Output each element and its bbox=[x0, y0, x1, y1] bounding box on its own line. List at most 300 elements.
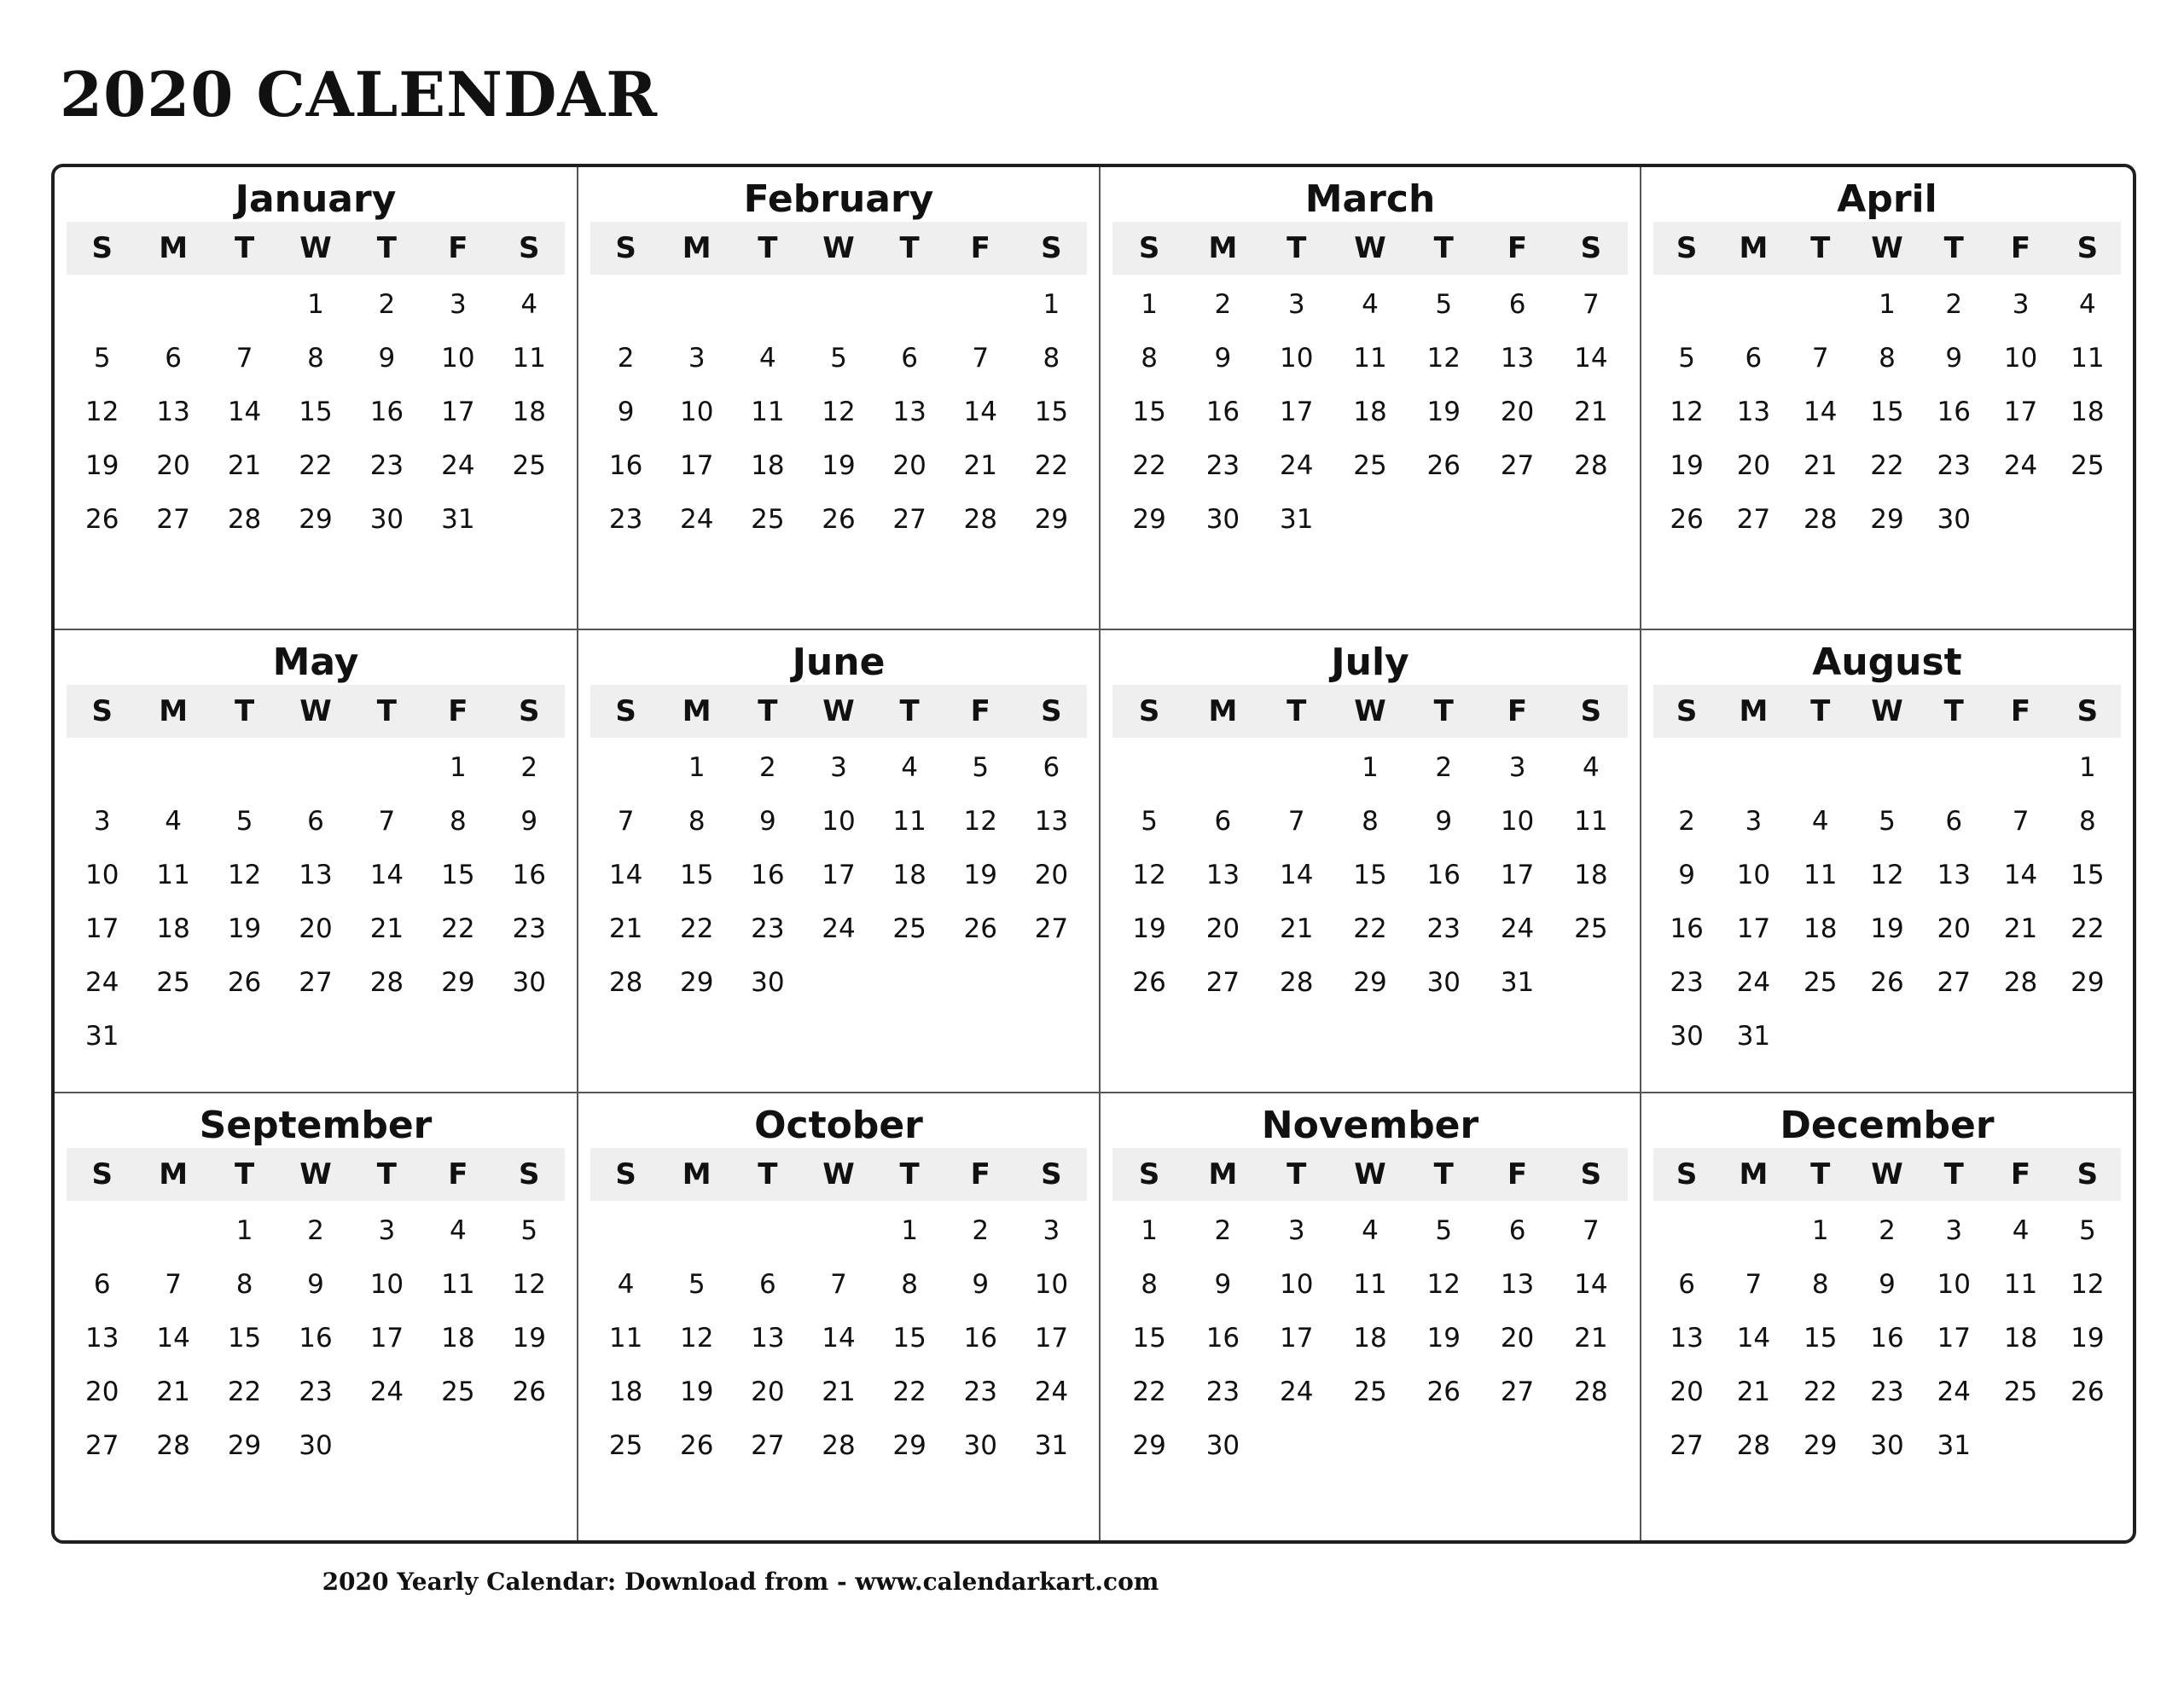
day-cell: 22 bbox=[1132, 1377, 1166, 1407]
day-cell: 14 bbox=[1736, 1323, 1771, 1354]
weekday-label: W bbox=[299, 1157, 332, 1191]
day-cell: 20 bbox=[1205, 913, 1240, 944]
day-cell: 22 bbox=[679, 913, 714, 944]
day-cell: 4 bbox=[165, 806, 182, 837]
day-cell: 13 bbox=[299, 860, 333, 890]
day-cell: 31 bbox=[441, 504, 475, 535]
day-cell: 23 bbox=[1426, 913, 1461, 944]
day-cell: 19 bbox=[1426, 1323, 1461, 1354]
weekday-label: M bbox=[682, 231, 712, 265]
day-cell: 24 bbox=[1034, 1377, 1069, 1407]
month-september bbox=[55, 1092, 577, 1540]
day-cell: 25 bbox=[892, 913, 926, 944]
day-cell: 17 bbox=[369, 1323, 404, 1354]
day-cell: 4 bbox=[2078, 289, 2096, 320]
day-cell: 15 bbox=[441, 860, 475, 890]
day-cell: 29 bbox=[299, 504, 333, 535]
day-cell: 25 bbox=[441, 1377, 475, 1407]
day-cell: 11 bbox=[1353, 343, 1387, 374]
day-cell: 7 bbox=[2012, 806, 2030, 837]
day-cell: 19 bbox=[512, 1323, 546, 1354]
day-cell: 17 bbox=[441, 397, 475, 427]
day-cell: 27 bbox=[1500, 450, 1535, 481]
weekday-label: T bbox=[1943, 1157, 1964, 1191]
month-name: September bbox=[199, 1104, 433, 1147]
weekday-header bbox=[590, 1148, 1087, 1201]
day-cell: 3 bbox=[688, 343, 706, 374]
day-cell: 1 bbox=[307, 289, 324, 320]
day-cell: 4 bbox=[758, 343, 776, 374]
month-january bbox=[55, 167, 577, 629]
day-cell: 21 bbox=[2003, 913, 2038, 944]
day-cell: 6 bbox=[1678, 1269, 1695, 1300]
day-cell: 26 bbox=[1426, 1377, 1461, 1407]
day-cell: 11 bbox=[1574, 806, 1608, 837]
day-cell: 12 bbox=[1870, 860, 1904, 890]
day-cell: 26 bbox=[679, 1430, 714, 1461]
day-cell: 27 bbox=[1736, 504, 1771, 535]
day-cell: 25 bbox=[1353, 1377, 1387, 1407]
day-cell: 20 bbox=[892, 450, 926, 481]
day-cell: 28 bbox=[1279, 967, 1314, 998]
day-cell: 5 bbox=[1141, 806, 1158, 837]
day-cell: 1 bbox=[1879, 289, 1896, 320]
weekday-header bbox=[67, 1148, 565, 1201]
day-cell: 7 bbox=[830, 1269, 847, 1300]
day-cell: 1 bbox=[1043, 289, 1060, 320]
day-cell: 11 bbox=[892, 806, 926, 837]
day-cell: 22 bbox=[2071, 913, 2105, 944]
day-cell: 16 bbox=[299, 1323, 333, 1354]
day-cell: 7 bbox=[1745, 1269, 1763, 1300]
day-cell: 12 bbox=[84, 397, 119, 427]
weekday-label: S bbox=[518, 694, 540, 728]
weekday-label: F bbox=[1507, 231, 1528, 265]
day-cell: 29 bbox=[1803, 1430, 1838, 1461]
weekday-label: T bbox=[1943, 231, 1964, 265]
day-cell: 26 bbox=[822, 504, 856, 535]
day-cell: 25 bbox=[1574, 913, 1608, 944]
day-cell: 6 bbox=[1043, 752, 1060, 783]
day-cell: 7 bbox=[235, 343, 253, 374]
day-cell: 9 bbox=[972, 1269, 990, 1300]
day-cell: 1 bbox=[1141, 1215, 1158, 1246]
day-cell: 27 bbox=[156, 504, 190, 535]
day-cell: 9 bbox=[1879, 1269, 1896, 1300]
day-cell: 6 bbox=[758, 1269, 776, 1300]
weekday-header bbox=[1653, 685, 2121, 738]
weekday-label: S bbox=[1041, 694, 1062, 728]
day-cell: 6 bbox=[1214, 806, 1232, 837]
day-cell: 6 bbox=[1508, 1215, 1526, 1246]
day-cell: 14 bbox=[156, 1323, 190, 1354]
day-cell: 12 bbox=[822, 397, 856, 427]
month-name: December bbox=[1780, 1104, 1995, 1147]
day-cell: 18 bbox=[2003, 1323, 2038, 1354]
month-name: March bbox=[1304, 177, 1436, 221]
day-cell: 17 bbox=[84, 913, 119, 944]
day-cell: 25 bbox=[1803, 967, 1838, 998]
day-cell: 21 bbox=[1574, 1323, 1608, 1354]
day-cell: 30 bbox=[963, 1430, 997, 1461]
day-cell: 23 bbox=[963, 1377, 997, 1407]
month-february bbox=[577, 167, 1099, 629]
day-cell: 11 bbox=[608, 1323, 643, 1354]
page-title: 2020 CALENDAR bbox=[60, 58, 659, 130]
day-cell: 17 bbox=[1736, 913, 1771, 944]
month-october bbox=[577, 1092, 1099, 1540]
weekday-header bbox=[1653, 222, 2121, 275]
day-cell: 29 bbox=[1034, 504, 1069, 535]
day-cell: 11 bbox=[512, 343, 546, 374]
weekday-label: S bbox=[1138, 694, 1160, 728]
weekday-label: T bbox=[758, 231, 778, 265]
day-cell: 17 bbox=[1500, 860, 1535, 890]
weekday-label: S bbox=[1676, 1157, 1698, 1191]
weekday-label: W bbox=[1871, 1157, 1903, 1191]
weekday-label: M bbox=[682, 694, 712, 728]
day-cell: 9 bbox=[1214, 343, 1232, 374]
day-cell: 3 bbox=[1287, 289, 1305, 320]
day-cell: 9 bbox=[617, 397, 635, 427]
day-cell: 5 bbox=[1435, 289, 1453, 320]
month-name: November bbox=[1261, 1104, 1479, 1147]
month-july bbox=[1099, 629, 1640, 1092]
day-cell: 9 bbox=[1214, 1269, 1232, 1300]
month-april bbox=[1640, 167, 2133, 629]
day-cell: 28 bbox=[156, 1430, 190, 1461]
day-cell: 23 bbox=[299, 1377, 333, 1407]
weekday-label: T bbox=[376, 1157, 397, 1191]
day-cell: 23 bbox=[1205, 450, 1240, 481]
day-cell: 18 bbox=[892, 860, 926, 890]
day-cell: 1 bbox=[688, 752, 706, 783]
day-cell: 17 bbox=[1937, 1323, 1971, 1354]
weekday-label: W bbox=[822, 231, 855, 265]
day-cell: 10 bbox=[2003, 343, 2038, 374]
weekday-header bbox=[1653, 1148, 2121, 1201]
day-cell: 6 bbox=[165, 343, 182, 374]
day-cell: 28 bbox=[2003, 967, 2038, 998]
day-cell: 20 bbox=[1670, 1377, 1704, 1407]
day-cell: 4 bbox=[617, 1269, 635, 1300]
day-cell: 25 bbox=[156, 967, 190, 998]
day-cell: 13 bbox=[892, 397, 926, 427]
day-cell: 27 bbox=[751, 1430, 785, 1461]
day-cell: 10 bbox=[1937, 1269, 1971, 1300]
day-cell: 8 bbox=[1141, 343, 1158, 374]
day-cell: 15 bbox=[1353, 860, 1387, 890]
weekday-label: T bbox=[1810, 1157, 1831, 1191]
day-cell: 11 bbox=[156, 860, 190, 890]
day-cell: 6 bbox=[1745, 343, 1763, 374]
day-cell: 28 bbox=[1736, 1430, 1771, 1461]
day-cell: 19 bbox=[2071, 1323, 2105, 1354]
weekday-label: M bbox=[159, 231, 189, 265]
day-cell: 8 bbox=[1141, 1269, 1158, 1300]
day-cell: 16 bbox=[1670, 913, 1704, 944]
day-cell: 25 bbox=[512, 450, 546, 481]
day-cell: 2 bbox=[378, 289, 396, 320]
day-cell: 17 bbox=[679, 450, 714, 481]
day-cell: 1 bbox=[1141, 289, 1158, 320]
day-cell: 18 bbox=[441, 1323, 475, 1354]
day-cell: 22 bbox=[1132, 450, 1166, 481]
day-cell: 22 bbox=[1034, 450, 1069, 481]
day-cell: 3 bbox=[449, 289, 467, 320]
day-cell: 2 bbox=[1945, 289, 1963, 320]
day-cell: 23 bbox=[1937, 450, 1971, 481]
month-august bbox=[1640, 629, 2133, 1092]
weekday-header bbox=[1112, 685, 1628, 738]
day-cell: 16 bbox=[608, 450, 643, 481]
weekday-label: S bbox=[2077, 694, 2099, 728]
weekday-header bbox=[1112, 1148, 1628, 1201]
day-cell: 1 bbox=[1811, 1215, 1829, 1246]
day-cell: 30 bbox=[1426, 967, 1461, 998]
day-cell: 21 bbox=[156, 1377, 190, 1407]
weekday-label: W bbox=[822, 1157, 855, 1191]
day-cell: 8 bbox=[307, 343, 324, 374]
day-cell: 23 bbox=[369, 450, 404, 481]
day-cell: 29 bbox=[441, 967, 475, 998]
day-cell: 26 bbox=[2071, 1377, 2105, 1407]
day-cell: 28 bbox=[227, 504, 262, 535]
weekday-label: W bbox=[1354, 231, 1386, 265]
day-cell: 24 bbox=[84, 967, 119, 998]
day-cell: 30 bbox=[1937, 504, 1971, 535]
weekday-label: M bbox=[1739, 694, 1769, 728]
day-cell: 13 bbox=[1670, 1323, 1704, 1354]
day-cell: 15 bbox=[299, 397, 333, 427]
day-cell: 5 bbox=[520, 1215, 538, 1246]
month-june bbox=[577, 629, 1099, 1092]
weekday-label: T bbox=[234, 694, 255, 728]
day-cell: 22 bbox=[1803, 1377, 1838, 1407]
day-cell: 30 bbox=[1870, 1430, 1904, 1461]
day-cell: 2 bbox=[758, 752, 776, 783]
day-cell: 15 bbox=[1803, 1323, 1838, 1354]
weekday-label: T bbox=[899, 231, 920, 265]
day-cell: 22 bbox=[441, 913, 475, 944]
day-cell: 14 bbox=[1574, 343, 1608, 374]
day-cell: 26 bbox=[1670, 504, 1704, 535]
day-cell: 2 bbox=[1435, 752, 1453, 783]
day-cell: 20 bbox=[1500, 397, 1535, 427]
day-cell: 14 bbox=[608, 860, 643, 890]
day-cell: 3 bbox=[1745, 806, 1763, 837]
day-cell: 13 bbox=[1937, 860, 1971, 890]
day-cell: 24 bbox=[1500, 913, 1535, 944]
day-cell: 16 bbox=[512, 860, 546, 890]
day-cell: 6 bbox=[93, 1269, 111, 1300]
day-cell: 1 bbox=[901, 1215, 918, 1246]
weekday-header bbox=[590, 222, 1087, 275]
weekday-label: W bbox=[1871, 231, 1903, 265]
month-december bbox=[1640, 1092, 2133, 1540]
day-cell: 24 bbox=[1279, 450, 1314, 481]
weekday-label: M bbox=[682, 1157, 712, 1191]
day-cell: 5 bbox=[235, 806, 253, 837]
day-cell: 11 bbox=[1803, 860, 1838, 890]
day-cell: 27 bbox=[1670, 1430, 1704, 1461]
day-cell: 3 bbox=[93, 806, 111, 837]
day-cell: 6 bbox=[901, 343, 918, 374]
day-cell: 7 bbox=[378, 806, 396, 837]
day-cell: 9 bbox=[1945, 343, 1963, 374]
day-cell: 14 bbox=[227, 397, 262, 427]
day-cell: 8 bbox=[1362, 806, 1379, 837]
weekday-label: F bbox=[2010, 231, 2031, 265]
day-cell: 18 bbox=[1803, 913, 1838, 944]
footer-credit: 2020 Yearly Calendar: Download from - www.calendarkart.com bbox=[322, 1568, 1159, 1596]
month-name: July bbox=[1331, 641, 1409, 684]
day-cell: 14 bbox=[369, 860, 404, 890]
weekday-label: M bbox=[159, 1157, 189, 1191]
day-cell: 20 bbox=[1034, 860, 1069, 890]
weekday-label: F bbox=[970, 694, 990, 728]
weekday-label: S bbox=[1138, 231, 1160, 265]
weekday-label: S bbox=[2077, 1157, 2099, 1191]
day-cell: 12 bbox=[2071, 1269, 2105, 1300]
day-cell: 5 bbox=[688, 1269, 706, 1300]
day-cell: 13 bbox=[156, 397, 190, 427]
day-cell: 18 bbox=[1353, 1323, 1387, 1354]
day-cell: 3 bbox=[378, 1215, 396, 1246]
weekday-label: S bbox=[1580, 1157, 1602, 1191]
day-cell: 12 bbox=[227, 860, 262, 890]
day-cell: 20 bbox=[156, 450, 190, 481]
day-cell: 21 bbox=[822, 1377, 856, 1407]
day-cell: 27 bbox=[84, 1430, 119, 1461]
day-cell: 29 bbox=[679, 967, 714, 998]
day-cell: 24 bbox=[1279, 1377, 1314, 1407]
day-cell: 12 bbox=[1426, 1269, 1461, 1300]
day-cell: 21 bbox=[608, 913, 643, 944]
day-cell: 11 bbox=[2071, 343, 2105, 374]
day-cell: 26 bbox=[84, 504, 119, 535]
day-cell: 17 bbox=[1279, 1323, 1314, 1354]
day-cell: 19 bbox=[1426, 397, 1461, 427]
day-cell: 17 bbox=[1034, 1323, 1069, 1354]
weekday-label: T bbox=[376, 694, 397, 728]
day-cell: 7 bbox=[1287, 806, 1305, 837]
weekday-label: T bbox=[376, 231, 397, 265]
day-cell: 31 bbox=[1500, 967, 1535, 998]
weekday-label: F bbox=[448, 1157, 468, 1191]
day-cell: 1 bbox=[235, 1215, 253, 1246]
day-cell: 20 bbox=[1500, 1323, 1535, 1354]
day-cell: 17 bbox=[2003, 397, 2038, 427]
day-cell: 20 bbox=[1736, 450, 1771, 481]
day-cell: 4 bbox=[1811, 806, 1829, 837]
day-cell: 15 bbox=[227, 1323, 262, 1354]
day-cell: 11 bbox=[441, 1269, 475, 1300]
day-cell: 20 bbox=[751, 1377, 785, 1407]
day-cell: 21 bbox=[1803, 450, 1838, 481]
day-cell: 25 bbox=[608, 1430, 643, 1461]
day-cell: 11 bbox=[2003, 1269, 2038, 1300]
day-cell: 10 bbox=[679, 397, 714, 427]
day-cell: 12 bbox=[1132, 860, 1166, 890]
day-cell: 2 bbox=[1879, 1215, 1896, 1246]
day-cell: 6 bbox=[1508, 289, 1526, 320]
weekday-label: M bbox=[1208, 231, 1238, 265]
day-cell: 8 bbox=[1043, 343, 1060, 374]
day-cell: 22 bbox=[299, 450, 333, 481]
day-cell: 7 bbox=[972, 343, 990, 374]
day-cell: 18 bbox=[751, 450, 785, 481]
day-cell: 10 bbox=[1279, 343, 1314, 374]
day-cell: 2 bbox=[1214, 1215, 1232, 1246]
day-cell: 16 bbox=[1205, 1323, 1240, 1354]
day-cell: 1 bbox=[449, 752, 467, 783]
day-cell: 1 bbox=[1362, 752, 1379, 783]
day-cell: 2 bbox=[1214, 289, 1232, 320]
day-cell: 20 bbox=[84, 1377, 119, 1407]
day-cell: 2 bbox=[520, 752, 538, 783]
weekday-label: S bbox=[615, 694, 636, 728]
weekday-label: S bbox=[91, 1157, 113, 1191]
month-may bbox=[55, 629, 577, 1092]
day-cell: 30 bbox=[512, 967, 546, 998]
day-cell: 15 bbox=[1034, 397, 1069, 427]
weekday-label: F bbox=[1507, 1157, 1528, 1191]
day-cell: 2 bbox=[307, 1215, 324, 1246]
weekday-label: S bbox=[1138, 1157, 1160, 1191]
day-cell: 23 bbox=[751, 913, 785, 944]
day-cell: 26 bbox=[1870, 967, 1904, 998]
day-cell: 26 bbox=[1132, 967, 1166, 998]
day-cell: 29 bbox=[1353, 967, 1387, 998]
day-cell: 23 bbox=[1870, 1377, 1904, 1407]
day-cell: 16 bbox=[369, 397, 404, 427]
day-cell: 24 bbox=[369, 1377, 404, 1407]
day-cell: 10 bbox=[1736, 860, 1771, 890]
weekday-header bbox=[67, 222, 565, 275]
day-cell: 15 bbox=[892, 1323, 926, 1354]
day-cell: 28 bbox=[1803, 504, 1838, 535]
day-cell: 30 bbox=[369, 504, 404, 535]
weekday-label: S bbox=[1676, 694, 1698, 728]
day-cell: 10 bbox=[369, 1269, 404, 1300]
day-cell: 13 bbox=[1500, 1269, 1535, 1300]
weekday-label: T bbox=[234, 231, 255, 265]
day-cell: 25 bbox=[2003, 1377, 2038, 1407]
day-cell: 11 bbox=[751, 397, 785, 427]
day-cell: 3 bbox=[1287, 1215, 1305, 1246]
weekday-label: F bbox=[2010, 1157, 2031, 1191]
day-cell: 23 bbox=[1670, 967, 1704, 998]
month-name: May bbox=[272, 641, 359, 684]
weekday-label: S bbox=[1580, 231, 1602, 265]
weekday-label: T bbox=[899, 1157, 920, 1191]
day-cell: 21 bbox=[963, 450, 997, 481]
day-cell: 2 bbox=[972, 1215, 990, 1246]
day-cell: 23 bbox=[512, 913, 546, 944]
day-cell: 15 bbox=[1132, 1323, 1166, 1354]
day-cell: 27 bbox=[892, 504, 926, 535]
day-cell: 26 bbox=[512, 1377, 546, 1407]
day-cell: 27 bbox=[1205, 967, 1240, 998]
day-cell: 7 bbox=[165, 1269, 182, 1300]
weekday-label: S bbox=[2077, 231, 2099, 265]
month-name: February bbox=[743, 177, 934, 221]
day-cell: 11 bbox=[1353, 1269, 1387, 1300]
weekday-label: M bbox=[1739, 1157, 1769, 1191]
weekday-label: T bbox=[1433, 694, 1454, 728]
day-cell: 16 bbox=[1205, 397, 1240, 427]
